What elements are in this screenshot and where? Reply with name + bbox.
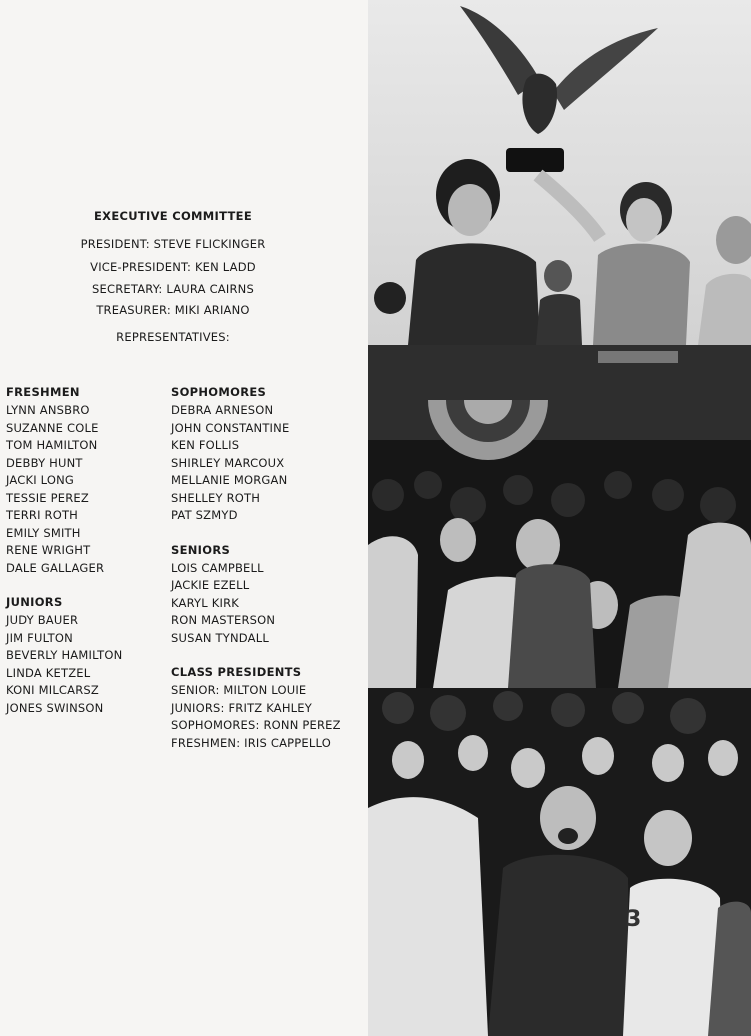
list-item: TERRI ROTH (6, 508, 79, 522)
list-item: DEBRA ARNESON (171, 403, 274, 417)
gym-dance-photo (368, 345, 751, 688)
list-item: JUDY BAUER (6, 613, 79, 627)
eagle-trophy-photo (368, 0, 751, 345)
right-roster-column (171, 384, 341, 752)
officer-vice-president: VICE-PRESIDENT: KEN LADD (90, 260, 256, 274)
list-item: LYNN ANSBRO (6, 403, 90, 417)
list-item: FRESHMEN: IRIS CAPPELLO (171, 735, 331, 750)
juniors-heading: JUNIORS (6, 595, 63, 609)
left-roster-column (6, 384, 122, 717)
officer-president: PRESIDENT: STEVE FLICKINGER (80, 237, 266, 251)
list-item: EMILY SMITH (6, 525, 81, 540)
list-item: SOPHOMORES: RONN PEREZ (171, 718, 341, 732)
list-item: LOIS CAMPBELL (171, 560, 264, 575)
list-item: SHELLEY ROTH (171, 490, 261, 505)
list-item: JUNIORS: FRITZ KAHLEY (171, 700, 312, 715)
list-item: KONI MILCARSZ (6, 683, 99, 697)
officer-secretary: SECRETARY: LAURA CAIRNS (92, 282, 254, 296)
list-item: PAT SZMYD (171, 508, 238, 522)
list-item: KEN FOLLIS (171, 438, 240, 452)
officer-treasurer: TREASURER: MIKI ARIANO (96, 303, 250, 317)
list-item: DALE GALLAGER (6, 560, 105, 575)
list-item: SUZANNE COLE (6, 420, 99, 435)
sophomores-heading: SOPHOMORES (171, 385, 267, 399)
list-item: RON MASTERSON (171, 613, 276, 627)
list-item: JIM FULTON (6, 630, 73, 645)
list-item: JACKI LONG (6, 473, 75, 487)
list-item: TOM HAMILTON (6, 438, 98, 452)
cheering-crowd-photo (368, 688, 751, 1036)
list-item: JACKIE EZELL (171, 578, 250, 592)
class-presidents-heading: CLASS PRESIDENTS (171, 665, 302, 679)
seniors-heading: SENIORS (171, 542, 231, 557)
list-item: TESSIE PEREZ (6, 490, 89, 505)
representatives-label: REPRESENTATIVES: (116, 330, 230, 344)
list-item: SUSAN TYNDALL (171, 630, 269, 645)
list-item: LINDA KETZEL (6, 665, 91, 680)
list-item: SENIOR: MILTON LOUIE (171, 683, 307, 697)
text-page (0, 0, 368, 1036)
list-item: MELLANIE MORGAN (171, 473, 288, 487)
list-item: KARYL KIRK (171, 595, 240, 610)
photo-column (368, 0, 751, 1036)
list-item: JOHN CONSTANTINE (171, 420, 290, 435)
svg-text:3: 3 (626, 907, 642, 932)
list-item: DEBBY HUNT (6, 455, 83, 470)
executive-committee-heading: EXECUTIVE COMMITTEE (94, 209, 252, 223)
list-item: SHIRLEY MARCOUX (171, 455, 285, 470)
list-item: JONES SWINSON (6, 700, 104, 715)
list-item: RENE WRIGHT (6, 543, 91, 557)
list-item: BEVERLY HAMILTON (6, 648, 123, 662)
freshmen-heading: FRESHMEN (6, 385, 80, 399)
